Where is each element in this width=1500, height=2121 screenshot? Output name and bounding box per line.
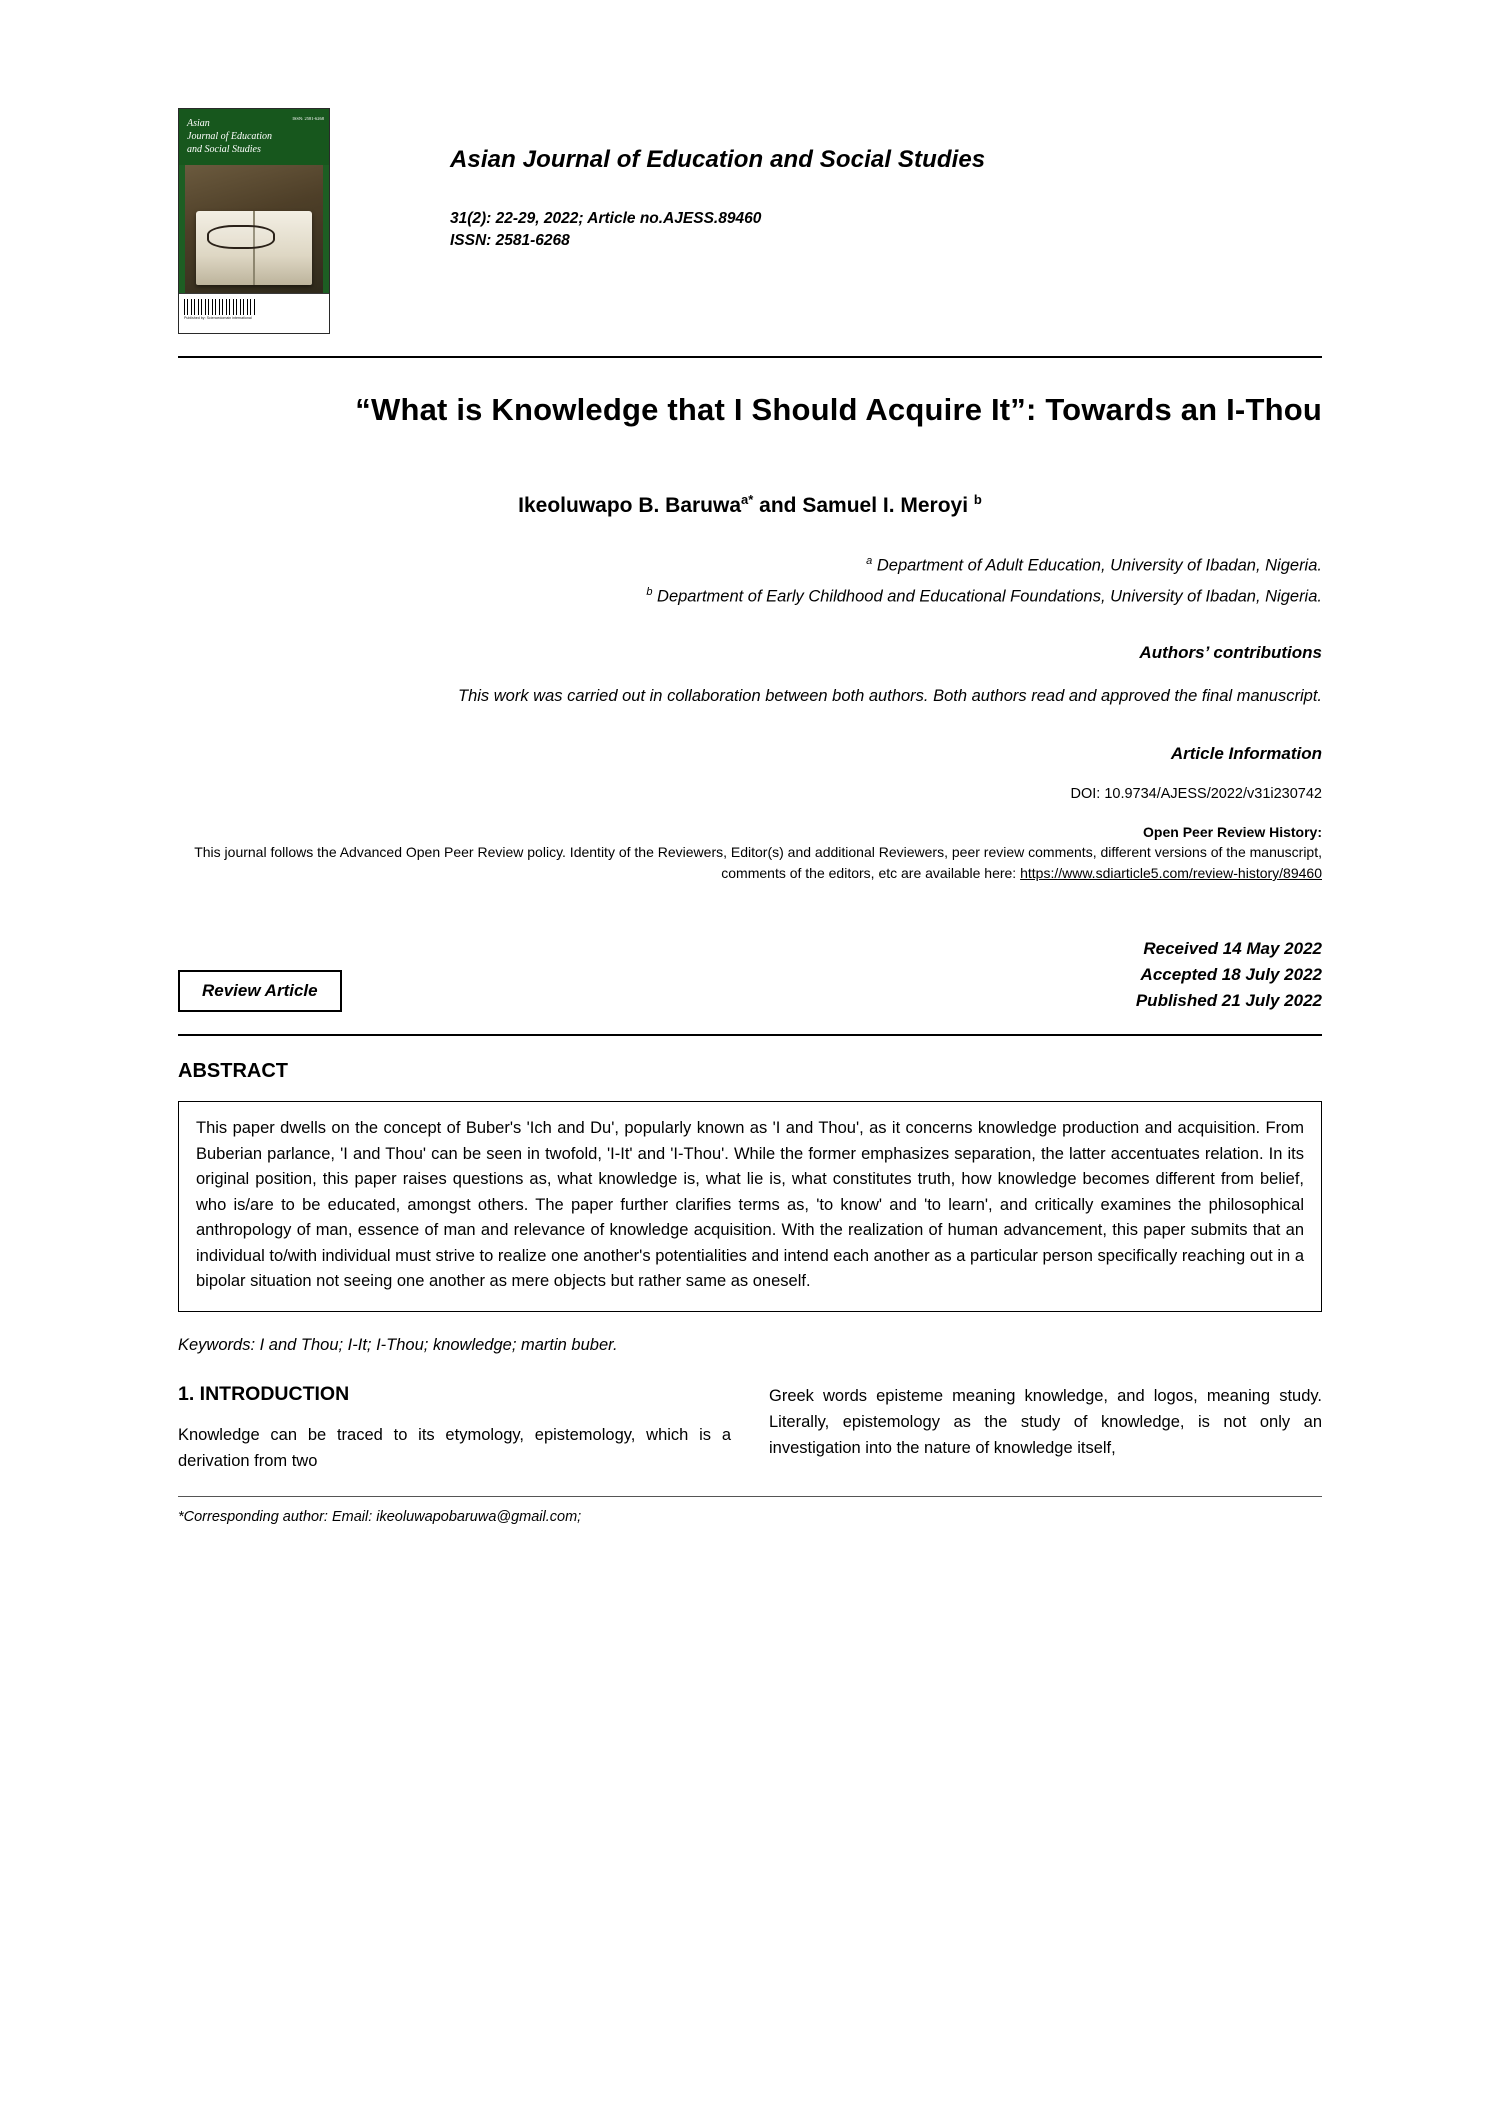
publication-dates bbox=[1136, 936, 1322, 1014]
abstract-divider bbox=[178, 1034, 1322, 1036]
journal-citation-block bbox=[450, 208, 985, 252]
cover-photo bbox=[185, 165, 323, 293]
journal-citation: 31(2): 22-29, 2022; Article no.AJESS.89460 bbox=[450, 210, 762, 227]
introduction-paragraph-right: Greek words episteme meaning knowledge, and logos, meaning study. Literally, epistemology as the study of knowledge, is not only an investigation into the nature of knowledge itself, bbox=[769, 1386, 1322, 1457]
published-date: Published 21 July 2022 bbox=[1135, 991, 1322, 1010]
affiliation-b-text: Department of Early Childhood and Educational Foundations, University of Ibadan, Nigeria. bbox=[652, 587, 1322, 605]
article-type-badge: Review Article bbox=[178, 970, 342, 1012]
abstract-heading: ABSTRACT bbox=[178, 1060, 288, 1082]
column-right bbox=[769, 1383, 1322, 1474]
column-left bbox=[178, 1383, 731, 1474]
dates-row bbox=[178, 936, 1322, 1014]
open-peer-review-text bbox=[178, 842, 1322, 884]
corresponding-author-footnote: *Corresponding author: Email: ikeoluwapobaruwa@gmail.com; bbox=[178, 1508, 582, 1525]
affiliation-b-marker: b bbox=[646, 585, 653, 598]
masthead-text bbox=[330, 108, 985, 252]
affiliation-a bbox=[178, 548, 1322, 579]
open-peer-review-body: This journal follows the Advanced Open Peer Review policy. Identity of the Reviewers, Editor(s) and additional Reviewers, peer review comments, different versions of the manuscript, comments of the editors, etc are available here: bbox=[194, 844, 1322, 881]
journal-name: Asian Journal of Education and Social Studies bbox=[450, 146, 986, 173]
authors-contributions-heading: Authors’ contributions bbox=[1139, 643, 1322, 662]
barcode-icon bbox=[184, 299, 256, 315]
cover-title-line-3: and Social Studies bbox=[187, 144, 261, 155]
cover-issn: ISSN: 2581-6268 bbox=[292, 116, 324, 121]
affiliation-a-marker: a bbox=[866, 555, 873, 567]
author-1-name: Ikeoluwapo B. Baruwa bbox=[518, 494, 742, 517]
page-title: “What is Knowledge that I Should Acquire It”: Towards an I-Thou bbox=[355, 392, 1322, 427]
introduction-paragraph-left: Knowledge can be traced to its etymology, epistemology, which is a derivation from two bbox=[178, 1425, 731, 1470]
section-introduction-heading: 1. INTRODUCTION bbox=[178, 1382, 350, 1405]
article-information-heading: Article Information bbox=[1170, 744, 1322, 763]
cover-footer-note: Published by: Sciencedomain international bbox=[184, 316, 252, 320]
author-1-sup: a* bbox=[741, 492, 754, 507]
cover-footer bbox=[179, 293, 329, 333]
affiliations bbox=[178, 548, 1322, 609]
doi-text: DOI: 10.9734/AJESS/2022/v31i230742 bbox=[1070, 786, 1322, 802]
journal-issn: ISSN: 2581-6268 bbox=[450, 232, 570, 249]
cover-title-line-1: Asian bbox=[187, 118, 210, 129]
cover-title bbox=[179, 109, 329, 165]
open-peer-review-heading: Open Peer Review History: bbox=[1143, 824, 1322, 840]
review-history-link[interactable]: https://www.sdiarticle5.com/review-history/89460 bbox=[1020, 865, 1322, 881]
authors-conjunction: and Samuel I. Meroyi bbox=[753, 494, 974, 517]
abstract-text: This paper dwells on the concept of Buber's 'Ich and Du', popularly known as 'I and Thou', as it concerns knowledge production and acquisition. From Buberian parlance, 'I and Thou' can be seen in twofold, 'I-It' and 'I-Thou'. While the former emphasizes separation, the latter accentuates relation. In its original position, this paper raises questions as, what knowledge is, what lie is, what constitutes truth, how knowledge becomes different from belief, who is/are to be educated, amongst others. The paper further clarifies terms as, 'to know' and 'to learn', and critically examines the philosophical anthropology of man, essence of man and relevance of knowledge acquisition. With the realization of human advancement, this paper submits that an individual to/with individual must strive to realize one another's potentialities and intend each another as a particular person specifically reaching out in a bipolar situation not seeing one another as mere objects but rather same as oneself. bbox=[178, 1101, 1322, 1312]
affiliation-b bbox=[178, 579, 1322, 610]
authors-contributions-text: This work was carried out in collaboration between both authors. Both authors read and approved the final manuscript. bbox=[458, 687, 1322, 705]
author-list bbox=[178, 492, 1322, 518]
accepted-date: Accepted 18 July 2022 bbox=[1140, 965, 1322, 984]
footnote-divider bbox=[178, 1496, 1322, 1497]
cover-title-line-2: Journal of Education bbox=[187, 131, 272, 142]
body-columns bbox=[178, 1383, 1322, 1474]
glasses-graphic bbox=[207, 225, 274, 249]
received-date: Received 14 May 2022 bbox=[1143, 939, 1322, 958]
header-divider bbox=[178, 356, 1322, 358]
author-2-sup: b bbox=[973, 492, 982, 507]
keywords: Keywords: I and Thou; I-It; I-Thou; knowledge; martin buber. bbox=[178, 1335, 618, 1354]
journal-cover-image bbox=[178, 108, 330, 334]
masthead bbox=[178, 108, 1322, 334]
affiliation-a-text: Department of Adult Education, University of Ibadan, Nigeria. bbox=[872, 556, 1322, 575]
